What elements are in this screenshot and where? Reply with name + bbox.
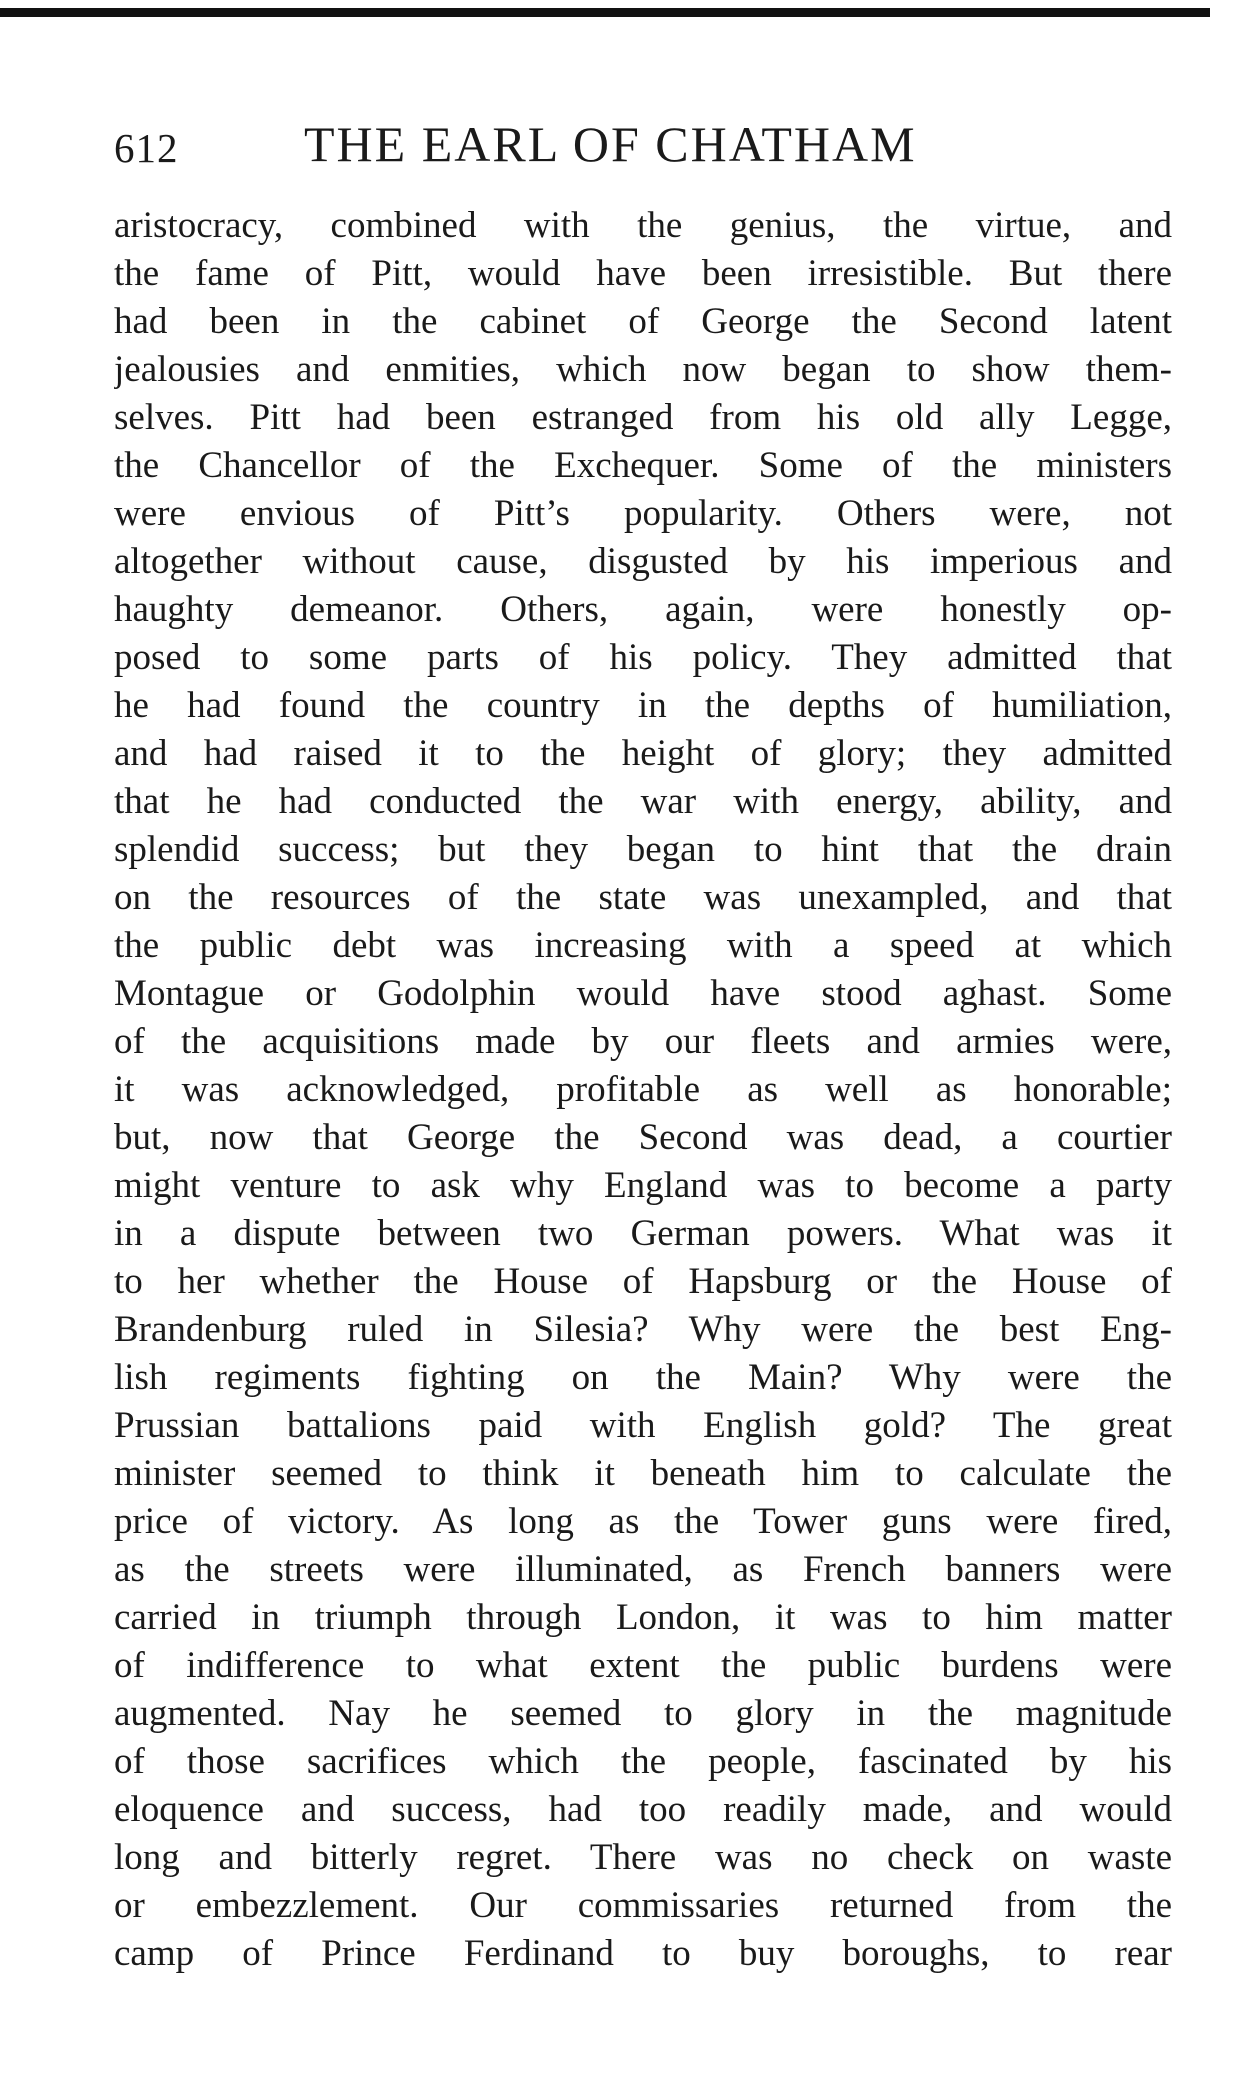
text-line: minister seemed to think it beneath him to calculate the <box>114 1453 1172 1494</box>
text-line: haughty demeanor. Others, again, were honestly op- <box>114 589 1172 630</box>
text-line: carried in triumph through London, it was to him matter <box>114 1597 1172 1638</box>
page-header <box>114 112 1174 182</box>
text-line: and had raised it to the height of glory; they admitted <box>114 733 1172 774</box>
page-number: 612 <box>114 125 179 171</box>
text-line: the public debt was increasing with a speed at which <box>114 925 1172 966</box>
text-line: splendid success; but they began to hint that the drain <box>114 829 1172 870</box>
text-line: altogether without cause, disgusted by his imperious and <box>114 541 1172 582</box>
text-line: that he had conducted the war with energy, ability, and <box>114 781 1172 822</box>
text-line: the Chancellor of the Exchequer. Some of the ministers <box>114 445 1172 486</box>
text-line: of those sacrifices which the people, fascinated by his <box>114 1741 1172 1782</box>
text-line: it was acknowledged, profitable as well as honorable; <box>114 1069 1172 1110</box>
text-line: long and bitterly regret. There was no check on waste <box>114 1837 1172 1878</box>
text-line: Prussian battalions paid with English gold? The great <box>114 1405 1172 1446</box>
text-line: augmented. Nay he seemed to glory in the magnitude <box>114 1693 1172 1734</box>
running-title: THE EARL OF CHATHAM <box>304 116 917 172</box>
text-line: selves. Pitt had been estranged from his old ally Legge, <box>114 397 1172 438</box>
text-line: in a dispute between two German powers. What was it <box>114 1213 1172 1254</box>
text-line: might venture to ask why England was to become a party <box>114 1165 1172 1206</box>
text-line: Montague or Godolphin would have stood aghast. Some <box>114 973 1172 1014</box>
text-line: on the resources of the state was unexampled, and that <box>114 877 1172 918</box>
text-line: aristocracy, combined with the genius, the virtue, and <box>114 205 1172 246</box>
text-line: lish regiments fighting on the Main? Why were the <box>114 1357 1172 1398</box>
text-line: price of victory. As long as the Tower guns were fired, <box>114 1501 1172 1542</box>
text-line: or embezzlement. Our commissaries returned from the <box>114 1885 1172 1926</box>
text-line: jealousies and enmities, which now began to show them- <box>114 349 1172 390</box>
text-line: were envious of Pitt’s popularity. Others were, not <box>114 493 1172 534</box>
text-line: as the streets were illuminated, as French banners were <box>114 1549 1172 1590</box>
text-line: posed to some parts of his policy. They admitted that <box>114 637 1172 678</box>
text-line: of indifference to what extent the public burdens were <box>114 1645 1172 1686</box>
text-line: eloquence and success, had too readily made, and would <box>114 1789 1172 1830</box>
text-line: he had found the country in the depths of humiliation, <box>114 685 1172 726</box>
text-line: the fame of Pitt, would have been irresistible. But there <box>114 253 1172 294</box>
text-line: Brandenburg ruled in Silesia? Why were the best Eng- <box>114 1309 1172 1350</box>
text-line: camp of Prince Ferdinand to buy boroughs, to rear <box>114 1933 1172 1974</box>
top-rule <box>0 8 1210 17</box>
text-line: but, now that George the Second was dead, a courtier <box>114 1117 1172 1158</box>
text-line: had been in the cabinet of George the Second latent <box>114 301 1172 342</box>
text-line: to her whether the House of Hapsburg or the House of <box>114 1261 1172 1302</box>
text-line: of the acquisitions made by our fleets and armies were, <box>114 1021 1172 1062</box>
body-text <box>114 202 1172 1978</box>
